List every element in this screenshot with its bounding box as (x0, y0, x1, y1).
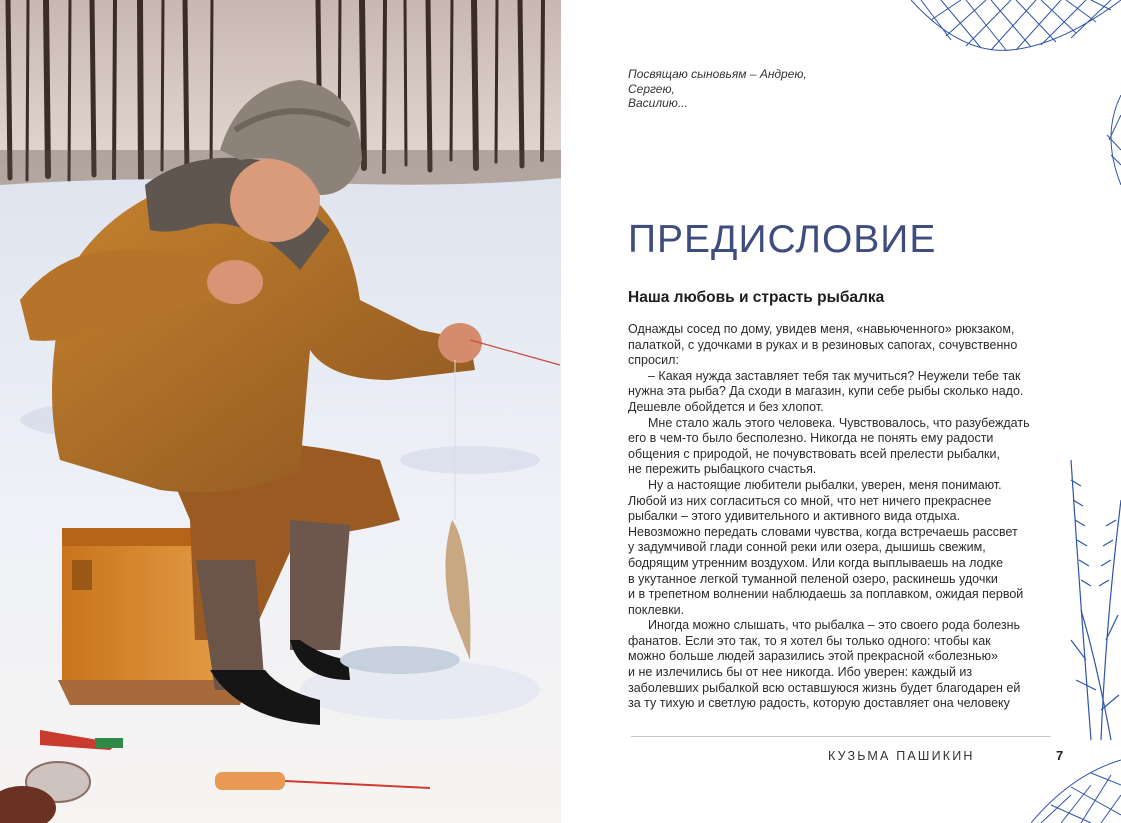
fishing-net-bottom-ornament-icon (1031, 755, 1121, 823)
text-line: можно больше людей заразились этой прекрасной «болезнью» (628, 649, 998, 664)
text-line: Мне стало жаль этого человека. Чувствовалось, что разубеждать (648, 415, 1030, 430)
dedication-line: Посвящаю сыновьям – Андрею, (628, 67, 807, 81)
text-line: и не излечились бы от нее никогда. Ибо уверен: каждый из (628, 665, 973, 680)
text-line: и в трепетном волнении наблюдаешь за поплавком, ожидая первой (628, 587, 1024, 602)
text-line: Дешевле обойдется и без хлопот. (628, 399, 824, 414)
page-number: 7 (1056, 748, 1064, 763)
text-line: Любой из них согласиться со мной, что нет ничего прекраснее (628, 493, 992, 508)
text-line: за ту тихую и светлую радость, которую доставляет она человеку (628, 696, 1010, 711)
paragraph (628, 478, 1068, 618)
footer-author: КУЗЬМА ПАШИКИН (828, 749, 975, 763)
text-line: у задумчивой глади сонной реки или озера, дышишь свежим, (628, 540, 986, 555)
fishing-net-ornament-icon (911, 0, 1121, 60)
text-line: Однажды сосед по дому, увидев меня, «навьюченного» рюкзаком, (628, 322, 1015, 336)
text-line: Ну а настоящие любители рыбалки, уверен, меня понимают. (648, 477, 1002, 492)
paragraph (628, 618, 1068, 712)
text-line: в укутанное легкой туманной пеленой озеро, раскинешь удочки (628, 571, 998, 586)
text-line: спросил: (628, 353, 679, 368)
text-line: Иногда можно слышать, что рыбалка – это своего рода болезнь (648, 618, 1021, 633)
text-line: поклевки. (628, 602, 685, 617)
text-line: – Какая нужда заставляет тебя так мучиться? Неужели тебе так (648, 368, 1021, 383)
text-line: его в чем-то было бесполезно. Никогда не понять ему радости (628, 431, 994, 446)
text-line: нужна эта рыба? Да сходи в магазин, купи себе рыбы сколько надо. (628, 384, 1024, 399)
paragraph (628, 416, 1068, 478)
paragraph (628, 369, 1068, 416)
text-line: общения с природой, не почувствовать всей прелести рыбалки, (628, 446, 1000, 461)
text-line: палаткой, с удочками в руках и в резиновых сапогах, сочувственно (628, 337, 1018, 352)
preface-page (561, 0, 1121, 823)
text-line: Невозможно передать словами чувства, когда встречаешь рассвет (628, 524, 1018, 539)
text-line: не пережить рыбацкого счастья. (628, 462, 817, 477)
preface-body-text (628, 322, 1068, 712)
dedication-line: Василию... (628, 96, 688, 110)
paragraph (628, 322, 1068, 369)
chapter-heading: ПРЕДИСЛОВИЕ (628, 218, 937, 261)
reeds-ornament-icon (1061, 460, 1121, 740)
net-edge-ornament-icon (1101, 95, 1121, 185)
footer-divider (631, 736, 1051, 737)
text-line: рыбалки – этого удивительного и активного вида отдыха. (628, 509, 961, 524)
text-line: фанатов. Если это так, то я хотел бы только одного: чтобы как (628, 633, 991, 648)
dedication (628, 67, 888, 111)
text-line: заболевших рыбалкой всю оставшуюся жизнь будет благодарен ей (628, 680, 1021, 695)
text-line: бодрящим утренним воздухом. Или когда выплываешь на лодке (628, 555, 1004, 570)
chapter-subheading: Наша любовь и страсть рыбалка (628, 289, 885, 306)
dedication-line: Сергею, (628, 81, 675, 96)
